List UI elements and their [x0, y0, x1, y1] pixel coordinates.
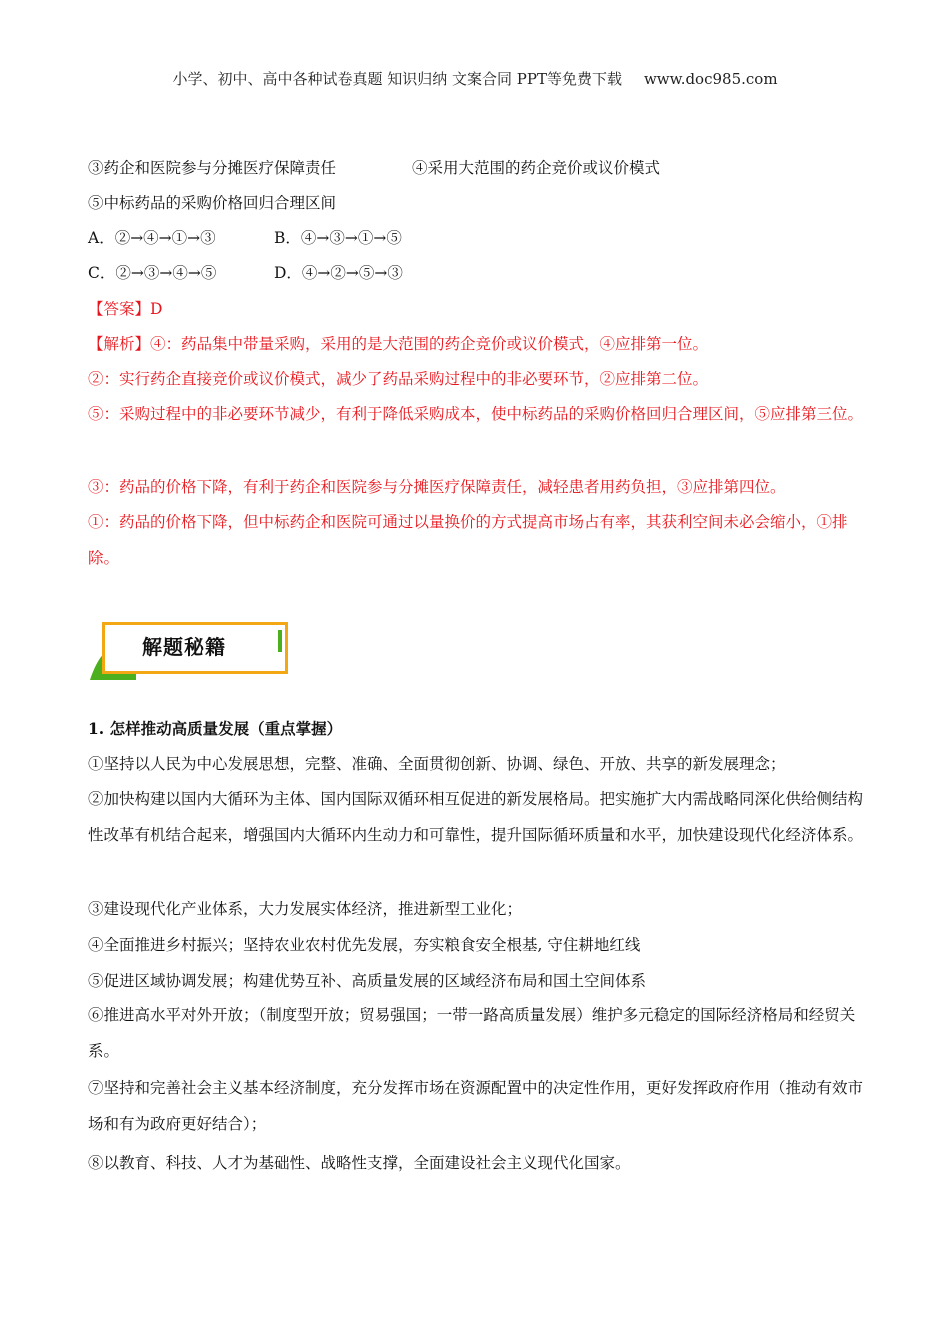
section-point-4: ④全面推进乡村振兴；坚持农业农村优先发展，夯实粮食安全根基, 守住耕地红线: [88, 936, 641, 954]
option-3: ③药企和医院参与分摊医疗保障责任: [88, 159, 337, 177]
analysis-line-4: ③：药品的价格下降，有利于药企和医院参与分摊医疗保障责任，减轻患者用药负担，③应排第四位。: [88, 478, 786, 496]
answer-label: 【答案】D: [88, 300, 163, 318]
section-point-6: ⑥推进高水平对外开放；（制度型开放；贸易强国；一带一路高质量发展）维护多元稳定的国际经济格局和经贸关系。: [88, 1006, 856, 1060]
choice-d: D．④→②→⑤→③: [274, 264, 403, 282]
banner-title: 解题秘籍: [142, 635, 226, 659]
section-heading: 1. 怎样推动高质量发展（重点掌握）: [88, 719, 343, 738]
option-5: ⑤中标药品的采购价格回归合理区间: [88, 194, 337, 212]
analysis-line-3: ⑤：采购过程中的非必要环节减少，有利于降低采购成本，使中标药品的采购价格回归合理区间，⑤应排第三位。: [88, 405, 864, 423]
header-text: 小学、初中、高中各种试卷真题 知识归纳 文案合同 PPT等免费下载: [172, 70, 622, 88]
tips-banner: [90, 616, 296, 684]
analysis-line-2: ②：实行药企直接竞价或议价模式，减少了药品采购过程中的非必要环节，②应排第二位。: [88, 370, 709, 388]
option-4: ④采用大范围的药企竞价或议价模式: [412, 159, 661, 177]
choice-b: B．④→③→①→⑤: [274, 229, 402, 247]
section-point-8: ⑧以教育、科技、人才为基础性、战略性支撑，全面建设社会主义现代化国家。: [88, 1154, 631, 1172]
choice-c: C．②→③→④→⑤: [88, 264, 217, 282]
section-point-1: ①坚持以人民为中心发展思想，完整、准确、全面贯彻创新、协调、绿色、开放、共享的新发展理念；: [88, 755, 786, 773]
choice-a: A．②→④→①→③: [88, 229, 216, 247]
banner-accent-bar: [278, 630, 282, 652]
header-site-link[interactable]: www.doc985.com: [643, 70, 778, 88]
page-header: [0, 68, 950, 89]
section-point-5: ⑤促进区域协调发展；构建优势互补、高质量发展的区域经济布局和国土空间体系: [88, 972, 647, 990]
section-point-2: ②加快构建以国内大循环为主体、国内国际双循环相互促进的新发展格局。把实施扩大内需战略同深化供给侧结构性改革有机结合起来，增强国内大循环内生动力和可靠性，提升国际循环质量和水平，加快建设现代化经济体系。: [88, 790, 864, 844]
section-point-7: ⑦坚持和完善社会主义基本经济制度，充分发挥市场在资源配置中的决定性作用，更好发挥政府作用（推动有效市场和有为政府更好结合）；: [88, 1079, 864, 1133]
section-point-3: ③建设现代化产业体系，大力发展实体经济，推进新型工业化；: [88, 900, 523, 918]
analysis-line-1: 【解析】④：药品集中带量采购，采用的是大范围的药企竞价或议价模式，④应排第一位。: [88, 335, 709, 353]
analysis-line-5: ①：药品的价格下降，但中标药企和医院可通过以量换价的方式提高市场占有率，其获利空间未必会缩小，①排除。: [88, 513, 848, 567]
